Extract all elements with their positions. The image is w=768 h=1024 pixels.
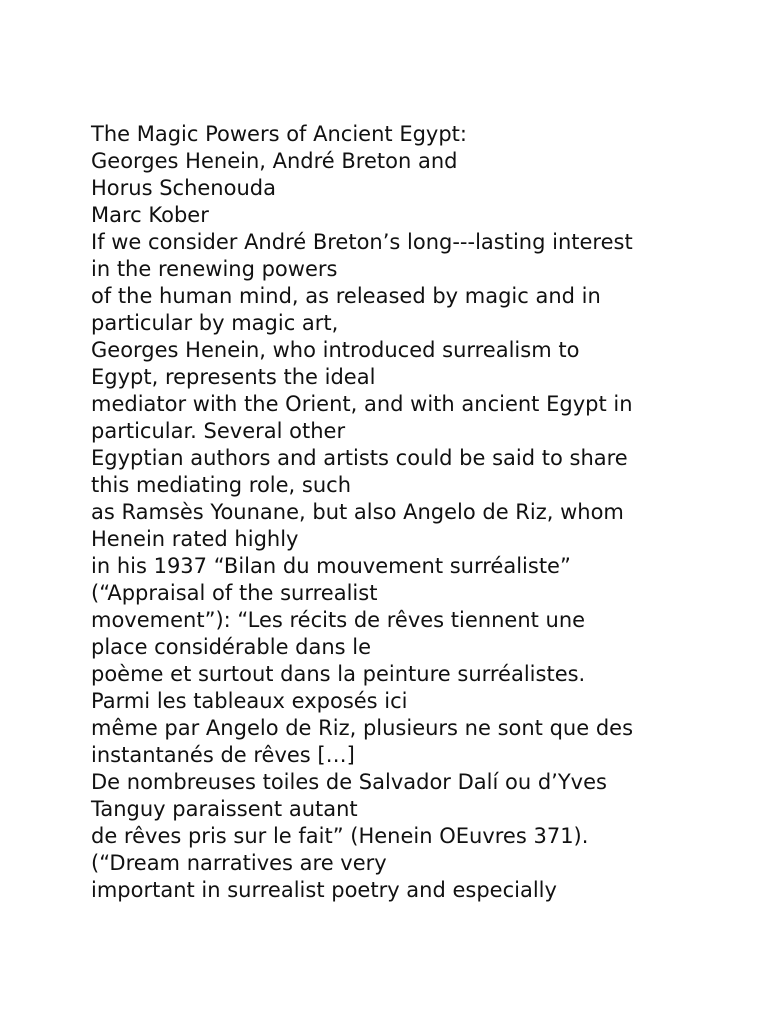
body-line: Georges Henein, who introduced surrealism to xyxy=(91,338,580,362)
body-line: poème et surtout dans la peinture surréalistes. xyxy=(91,662,586,686)
body-line: in his 1937 “Bilan du mouvement surréaliste” xyxy=(91,554,571,578)
body-line: (“Dream narratives are very xyxy=(91,851,387,875)
author-line: Marc Kober xyxy=(91,203,209,227)
title-line-2: Georges Henein, André Breton and xyxy=(91,149,458,173)
body-line: Egyptian authors and artists could be said to share xyxy=(91,446,628,470)
body-line: instantanés de rêves […] xyxy=(91,743,355,767)
body-line: place considérable dans le xyxy=(91,635,372,659)
body-line: Egypt, represents the ideal xyxy=(91,365,376,389)
body-line: mediator with the Orient, and with ancient Egypt in xyxy=(91,392,633,416)
body-line: Parmi les tableaux exposés ici xyxy=(91,689,408,713)
body-line: particular by magic art, xyxy=(91,311,339,335)
title-line-3: Horus Schenouda xyxy=(91,176,276,200)
body-line: Henein rated highly xyxy=(91,527,299,551)
body-line: (“Appraisal of the surrealist xyxy=(91,581,378,605)
body-line: De nombreuses toiles de Salvador Dalí ou d’Yves xyxy=(91,770,607,794)
body-line: Tanguy paraissent autant xyxy=(91,797,358,821)
body-line: même par Angelo de Riz, plusieurs ne sont que des xyxy=(91,716,634,740)
body-line: particular. Several other xyxy=(91,419,346,443)
body-line: of the human mind, as released by magic and in xyxy=(91,284,601,308)
body-line: movement”): “Les récits de rêves tiennent une xyxy=(91,608,586,632)
body-line: this mediating role, such xyxy=(91,473,352,497)
body-line: de rêves pris sur le fait” (Henein OEuvres 371). xyxy=(91,824,589,848)
body-line: in the renewing powers xyxy=(91,257,338,281)
body-line: If we consider André Breton’s long---lasting interest xyxy=(91,230,633,254)
title-line-1: The Magic Powers of Ancient Egypt: xyxy=(91,122,467,146)
document-text xyxy=(91,121,731,904)
body-line: important in surrealist poetry and especially xyxy=(91,878,557,902)
body-line: as Ramsès Younane, but also Angelo de Riz, whom xyxy=(91,500,624,524)
